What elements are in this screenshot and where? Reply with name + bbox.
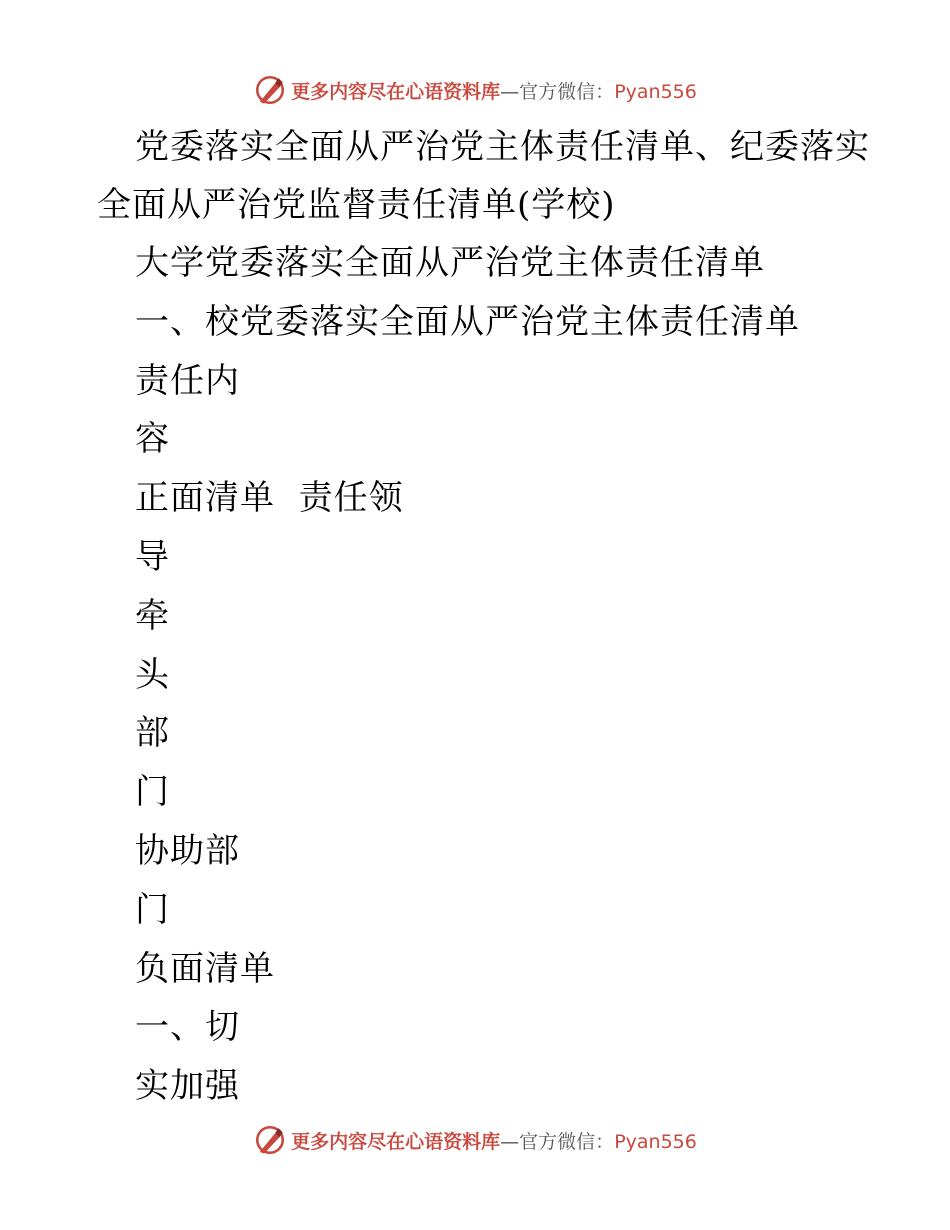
- paragraph-line: 容: [135, 419, 170, 460]
- paragraph-line: 实加强: [135, 1066, 240, 1107]
- banner-dash: —: [500, 1130, 520, 1153]
- banner-text: [291, 77, 697, 104]
- banner-site-name: 更多内容尽在心语资料库: [291, 80, 501, 103]
- footer-banner: [0, 1120, 950, 1160]
- paragraph-line: 牵: [135, 595, 170, 636]
- banner-wechat-id: Pyan556: [614, 80, 697, 103]
- paragraph-line: 大学党委落实全面从严治党主体责任清单: [135, 243, 765, 283]
- header-banner: [0, 70, 950, 110]
- paragraph-line: 头: [135, 654, 170, 695]
- paragraph-line: 正面清单 责任领: [135, 478, 404, 519]
- banner-dash: —: [500, 80, 520, 103]
- banner-wechat-id: Pyan556: [614, 1130, 697, 1153]
- pen-logo-icon: [253, 1123, 287, 1157]
- paragraph-line: 部: [135, 713, 170, 754]
- banner-text: [291, 1127, 697, 1154]
- banner-wechat-label: 官方微信：: [519, 1130, 615, 1153]
- paragraph-line: 导: [135, 536, 170, 577]
- banner-site-name: 更多内容尽在心语资料库: [291, 1130, 501, 1153]
- paragraph-line: 门: [135, 772, 170, 813]
- paragraph-line: 门: [135, 889, 170, 930]
- document-title-line-2: 全面从严治党监督责任清单(学校): [97, 185, 616, 225]
- document-title-line-1: 党委落实全面从严治党主体责任清单、纪委落实: [135, 127, 870, 167]
- paragraph-line: 责任内: [135, 360, 240, 401]
- paragraph-line: 负面清单: [135, 948, 275, 989]
- banner-wechat-label: 官方微信：: [519, 80, 615, 103]
- paragraph-line: 协助部: [135, 830, 240, 871]
- paragraph-line: 一、切: [135, 1007, 240, 1048]
- paragraph-line: 一、校党委落实全面从严治党主体责任清单: [135, 301, 800, 342]
- pen-logo-icon: [253, 73, 287, 107]
- document-body: [97, 118, 870, 1116]
